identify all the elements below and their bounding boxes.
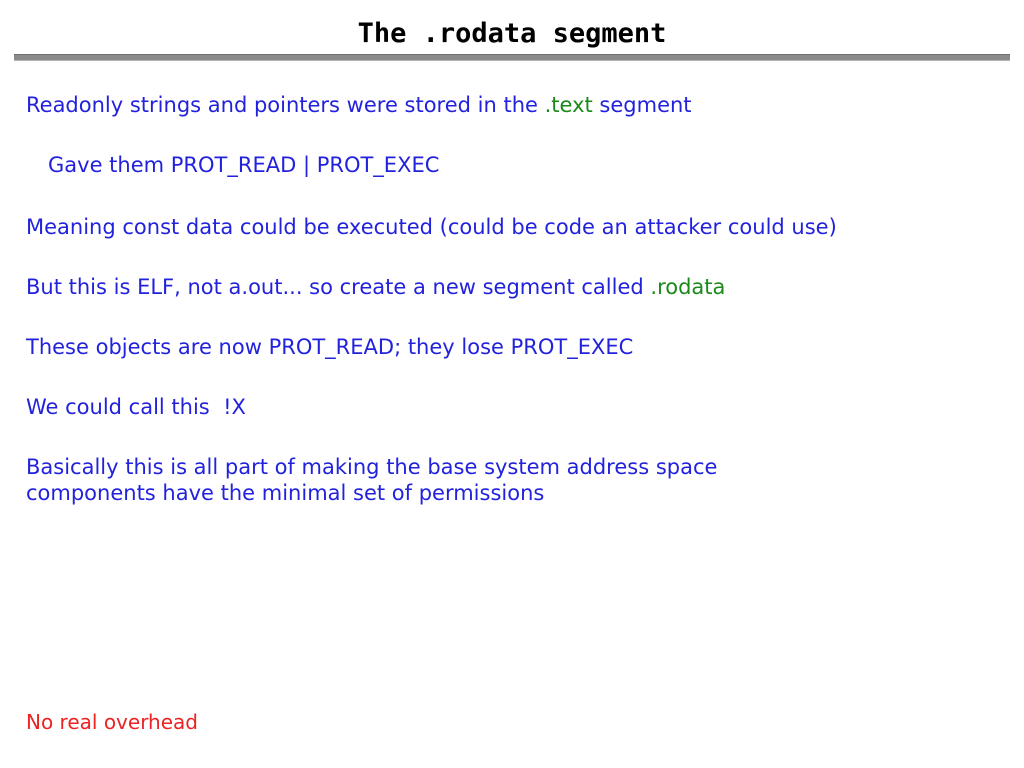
spacer-2 — [26, 178, 996, 214]
bullet-line-2: Gave them PROT_READ | PROT_EXEC — [48, 153, 440, 177]
bullet-line-7a: Basically this is all part of making the base system address space — [26, 455, 718, 479]
spacer-1 — [26, 118, 996, 152]
spacer-5 — [26, 360, 996, 394]
bullet-line-7b: components have the minimal set of permissions — [26, 481, 545, 505]
bullet-line-4-text: But this is ELF, not a.out... so create a new segment called — [26, 275, 651, 299]
bullet-line-4 — [26, 274, 996, 300]
bullet-line-5: These objects are now PROT_READ; they lose PROT_EXEC — [26, 335, 634, 359]
footer-note: No real overhead — [26, 710, 198, 734]
bullet-line-1-keyword: .text — [544, 93, 593, 117]
bullet-line-1-suffix: segment — [592, 93, 692, 117]
bullet-line-1-text: Readonly strings and pointers were stored in the — [26, 93, 545, 117]
page-title: The .rodata segment — [357, 18, 667, 49]
spacer-3 — [26, 240, 996, 274]
title-divider — [14, 54, 1010, 61]
bullet-line-1 — [26, 92, 996, 118]
spacer-4 — [26, 300, 996, 334]
bullet-line-3: Meaning const data could be executed (could be code an attacker could use) — [26, 215, 837, 239]
spacer-6 — [26, 420, 996, 454]
bullet-line-4-keyword: .rodata — [650, 275, 726, 299]
bullet-line-6: We could call this !X — [26, 395, 246, 419]
slide-body — [26, 92, 996, 506]
